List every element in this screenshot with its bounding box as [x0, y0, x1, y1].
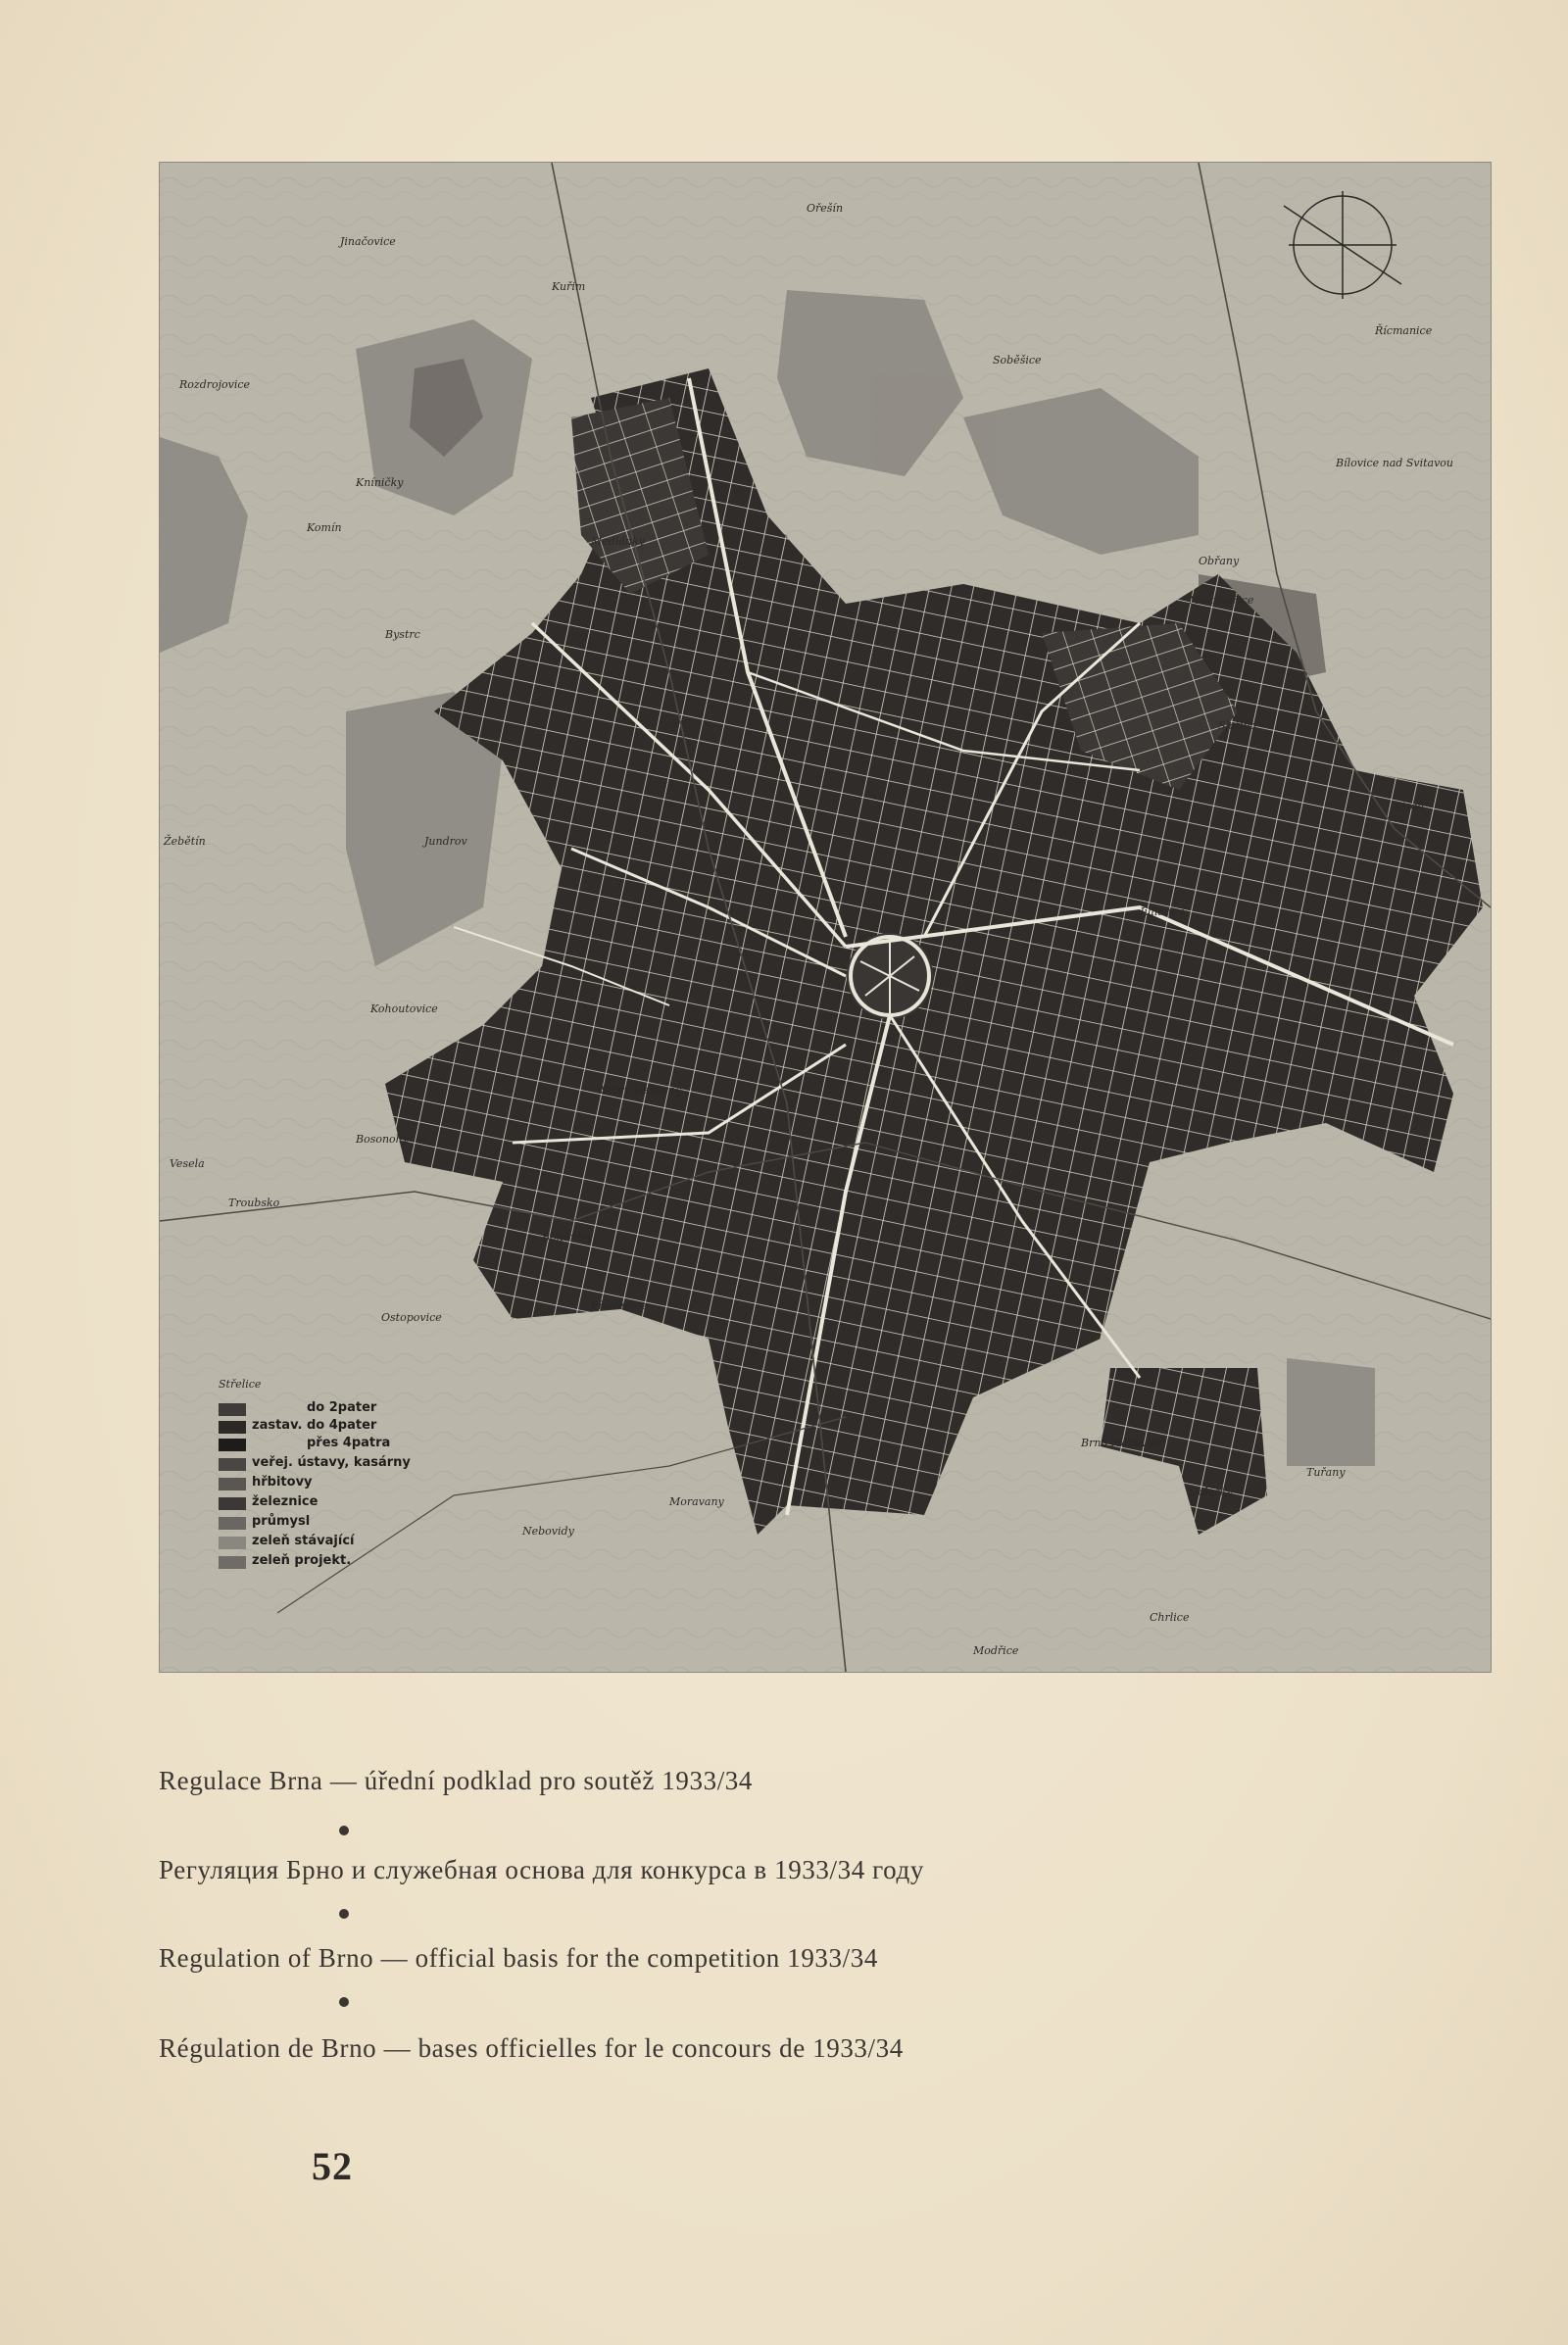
place-label: Chrlice [1150, 1611, 1190, 1624]
caption-czech: Regulace Brna — úřední podklad pro soutěž 1933/34 [159, 1766, 754, 1795]
legend-label: zeleň projekt. [252, 1553, 352, 1568]
place-label: Ostopovice [381, 1311, 442, 1324]
legend-swatch [219, 1478, 246, 1490]
place-label: Jundrov [424, 835, 467, 848]
legend-swatch [219, 1497, 246, 1510]
place-label: Obřany [1199, 555, 1240, 567]
legend-swatch [219, 1517, 246, 1530]
legend-label: průmysl [252, 1514, 311, 1529]
place-label: Soběšice [993, 354, 1042, 366]
place-label: Medlánky [591, 535, 645, 548]
place-label: Tuřany [1306, 1466, 1346, 1479]
place-label: Bystrc [385, 628, 420, 641]
place-label: Starý Lískovec [601, 1084, 682, 1097]
place-label: Nebovidy [522, 1525, 574, 1538]
legend-label: zastav. [252, 1418, 303, 1433]
legend-swatch [219, 1403, 246, 1416]
place-label: Bohunice [542, 1231, 594, 1244]
place-label: Bílovice nad Svitavou [1336, 457, 1453, 469]
place-label: Přízřenice [591, 1299, 648, 1312]
legend-swatch [219, 1537, 246, 1549]
legend-swatch [219, 1421, 246, 1434]
place-label: Juliánov [1140, 905, 1185, 918]
bullet-separator [339, 1909, 349, 1919]
place-label: Ořešín [807, 202, 844, 215]
map-legend [219, 1402, 424, 1608]
place-label: Holásky [1189, 1486, 1233, 1498]
place-label: Komín [307, 521, 342, 534]
place-label: Maloměřice [1189, 594, 1254, 607]
legend-label: hřbitovy [252, 1475, 313, 1490]
place-label: Bosonohy [356, 1133, 409, 1146]
legend-swatch [219, 1458, 246, 1471]
place-label: Kohoutovice [370, 1002, 438, 1015]
place-label: Modřice [973, 1644, 1019, 1657]
bullet-separator [339, 1826, 349, 1835]
place-label: Řícmanice [1375, 324, 1433, 337]
legend-label: do 4pater [307, 1418, 377, 1433]
legend-swatch [219, 1439, 246, 1451]
place-label: Vesela [170, 1157, 205, 1170]
map-image [160, 163, 1491, 1672]
caption-russian: Регуляция Брно и служебная основа для конкурса в 1933/34 году [159, 1855, 924, 1884]
place-label: Jinačovice [340, 235, 396, 248]
legend-label: zeleň stávající [252, 1534, 355, 1548]
place-label: Brno Ivanovice [1081, 1437, 1163, 1449]
place-label: Kníničky [356, 476, 404, 489]
page-number: 52 [312, 2144, 353, 2188]
legend-label: veřej. ústavy, kasárny [252, 1455, 411, 1470]
place-label: Střelice [219, 1378, 262, 1391]
legend-swatch [219, 1556, 246, 1569]
place-label: Žebětín [164, 835, 206, 848]
caption-french: Régulation de Brno — bases officielles for le concours de 1933/34 [159, 2033, 904, 2063]
place-label: Slatina [1218, 719, 1257, 732]
place-label: Kuřim [552, 280, 586, 293]
place-label: Moravany [669, 1495, 724, 1508]
place-label: Líšeň [1395, 800, 1425, 812]
bullet-separator [339, 1997, 349, 2007]
place-label: Rozdrojovice [179, 378, 251, 391]
legend-label: přes 4patra [307, 1436, 391, 1450]
legend-label: železnice [252, 1494, 318, 1509]
caption-english: Regulation of Brno — official basis for the competition 1933/34 [159, 1943, 878, 1973]
legend-label: do 2pater [307, 1400, 377, 1415]
place-label: Troubsko [228, 1197, 280, 1209]
